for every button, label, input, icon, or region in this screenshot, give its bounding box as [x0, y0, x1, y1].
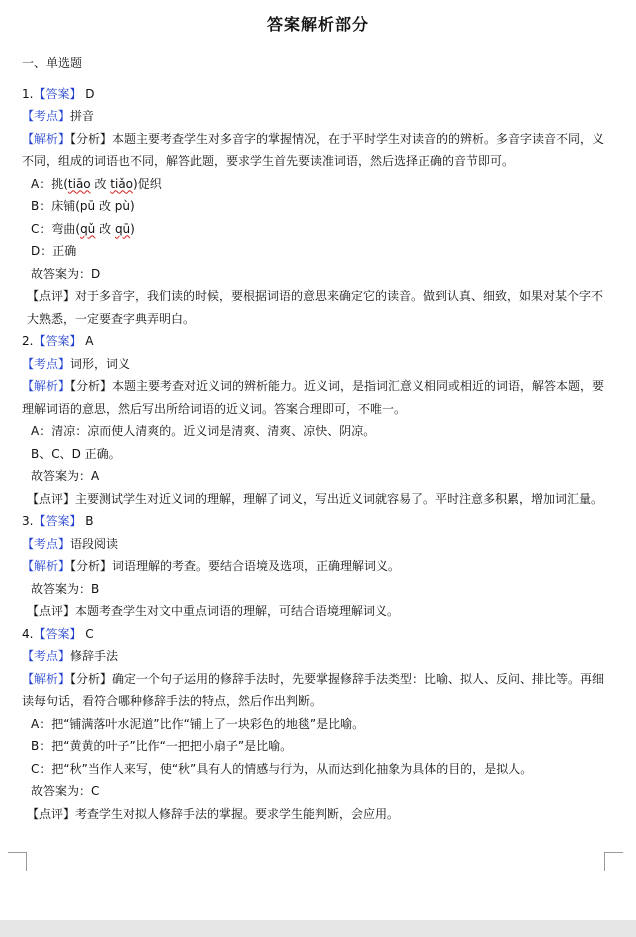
q3-kaodian: 语段阅读: [70, 536, 119, 551]
page-title: 答案解析部分: [266, 15, 369, 34]
q1-kaodian: 拼音: [70, 109, 95, 123]
q2-option-bcd: B、C、D 正确。: [31, 446, 121, 461]
q1-option-a-post: )促织: [133, 176, 162, 191]
q1-option-a-pre: A：挑(: [31, 176, 68, 191]
q1-result: 故答案为：D: [31, 266, 101, 281]
q2-option-a: A：清凉：凉而使人清爽的。近义词是清爽、清爽、凉快、阴凉。: [31, 424, 376, 438]
margin-corner-mark-left: [8, 852, 27, 871]
q3-result: 故答案为：B: [31, 581, 100, 596]
q4-option-b: B：把“黄黄的叶子”比作“一把把小扇子”是比喻。: [31, 739, 293, 753]
q1-option-c-pinyin-1: qǔ: [80, 221, 96, 236]
q1-option-c-mid: 改: [95, 221, 115, 236]
section-heading: 一、单选题: [22, 56, 83, 70]
q1-number: 1.: [22, 86, 34, 101]
q1-kaodian-tag: 【考点】: [22, 109, 71, 123]
q3-kaodian-tag: 【考点】: [22, 536, 71, 551]
q3-dianping: 【点评】本题考查学生对文中重点词语的理解，可结合语境理解词义。: [27, 604, 400, 618]
q3-answer: B: [81, 514, 94, 528]
q2-answer-tag: 【答案】: [33, 334, 82, 348]
q3-jiexi-text: 【分析】词语理解的考查。要结合语境及选项，正确理解词义。: [70, 559, 401, 573]
q1-option-c-pre: C：弯曲(: [31, 221, 81, 236]
q1-option-a-pinyin-2: tiǎo: [110, 176, 134, 191]
q2-jiexi-text: 【分析】本题主要考查对近义词的辨析能力。近义词，是指词汇意义相同或相近的词语，解答本题，要理解词语的意思，然后写出所给词语的近义词。答案合理即可，不唯一。: [22, 379, 605, 416]
q3-jiexi: [22, 555, 612, 578]
q4-result: 故答案为：C: [31, 784, 100, 798]
window-bottom-bar: [0, 920, 636, 937]
q2-number: 2.: [22, 334, 34, 348]
q1-dianping: 【点评】对于多音字，我们读的时候，要根据词语的意思来确定它的读音。做到认真、细致，如果对某个字不大熟悉，一定要查字典弄明白。: [27, 289, 604, 326]
q2-result: 故答案为：A: [31, 469, 100, 483]
q1-answer-line: [22, 83, 612, 106]
q1-option-a-pinyin-1: tiāo: [67, 176, 91, 191]
q4-kaodian: 修辞手法: [70, 649, 119, 663]
q4-option-a: A：把“铺满落叶水泥道”比作“铺上了一块彩色的地毯”是比喻。: [31, 716, 365, 731]
document-body: [22, 52, 612, 825]
q2-kaodian-tag: 【考点】: [22, 356, 71, 371]
q4-answer-tag: 【答案】: [33, 626, 82, 641]
q1-option-a: [22, 173, 612, 196]
q4-jiexi-tag: 【解析】: [22, 671, 71, 686]
q2-kaodian: 词形，词义: [70, 356, 131, 371]
q1-jiexi: [22, 128, 612, 173]
q1-option-a-mid: 改: [90, 176, 111, 191]
q1-answer-tag: 【答案】: [33, 86, 82, 101]
q1-option-b: B：床铺(pū 改 pù): [31, 199, 135, 213]
q4-jiexi-text: 【分析】确定一个句子运用的修辞手法时，先要掌握修辞手法类型：比喻、拟人、反问、排比等。再细读每句话，看符合哪种修辞手法的特点，然后作出判断。: [22, 671, 605, 708]
q1-kaodian-line: [22, 105, 612, 128]
q1-option-d: D：正确: [31, 244, 77, 258]
spacer: [22, 75, 612, 83]
q4-kaodian-line: [22, 645, 612, 668]
q3-answer-line: [22, 510, 612, 533]
q3-answer-tag: 【答案】: [33, 514, 82, 528]
q4-option-c: C：把“秋”当作人来写，使“秋”具有人的情感与行为，从而达到化抽象为具体的目的，是拟人。: [31, 761, 533, 776]
q1-option-c: [22, 218, 612, 241]
q2-answer-line: [22, 330, 612, 353]
q3-number: 3.: [22, 514, 34, 528]
q2-dianping: 【点评】主要测试学生对近义词的理解，理解了词义，写出近义词就容易了。平时注意多积累，增加词汇量。: [27, 491, 604, 506]
margin-corner-mark-right: [604, 852, 623, 871]
q3-kaodian-line: [22, 533, 612, 556]
q4-kaodian-tag: 【考点】: [22, 649, 71, 663]
q4-dianping: 【点评】考查学生对拟人修辞手法的掌握。要求学生能判断，会应用。: [27, 806, 400, 821]
q2-kaodian-line: [22, 353, 612, 376]
q2-jiexi-tag: 【解析】: [22, 379, 71, 393]
q1-option-c-pinyin-2: qū: [114, 221, 131, 236]
q1-jiexi-text: 【分析】本题主要考查学生对多音字的掌握情况，在于平时学生对读音的的辨析。多音字读音不同，义不同，组成的词语也不同，解答此题，要求学生首先要读准词语，然后选择正确的音节即可。: [22, 131, 605, 168]
q4-answer: C: [81, 626, 94, 641]
q2-jiexi: [22, 375, 612, 420]
q4-number: 4.: [22, 626, 34, 641]
q2-answer: A: [81, 334, 94, 348]
q4-answer-line: [22, 623, 612, 646]
q3-jiexi-tag: 【解析】: [22, 559, 71, 573]
q1-answer: D: [81, 86, 95, 101]
q4-jiexi: [22, 668, 612, 713]
q1-jiexi-tag: 【解析】: [22, 131, 71, 146]
q1-option-c-post: ): [130, 221, 135, 236]
